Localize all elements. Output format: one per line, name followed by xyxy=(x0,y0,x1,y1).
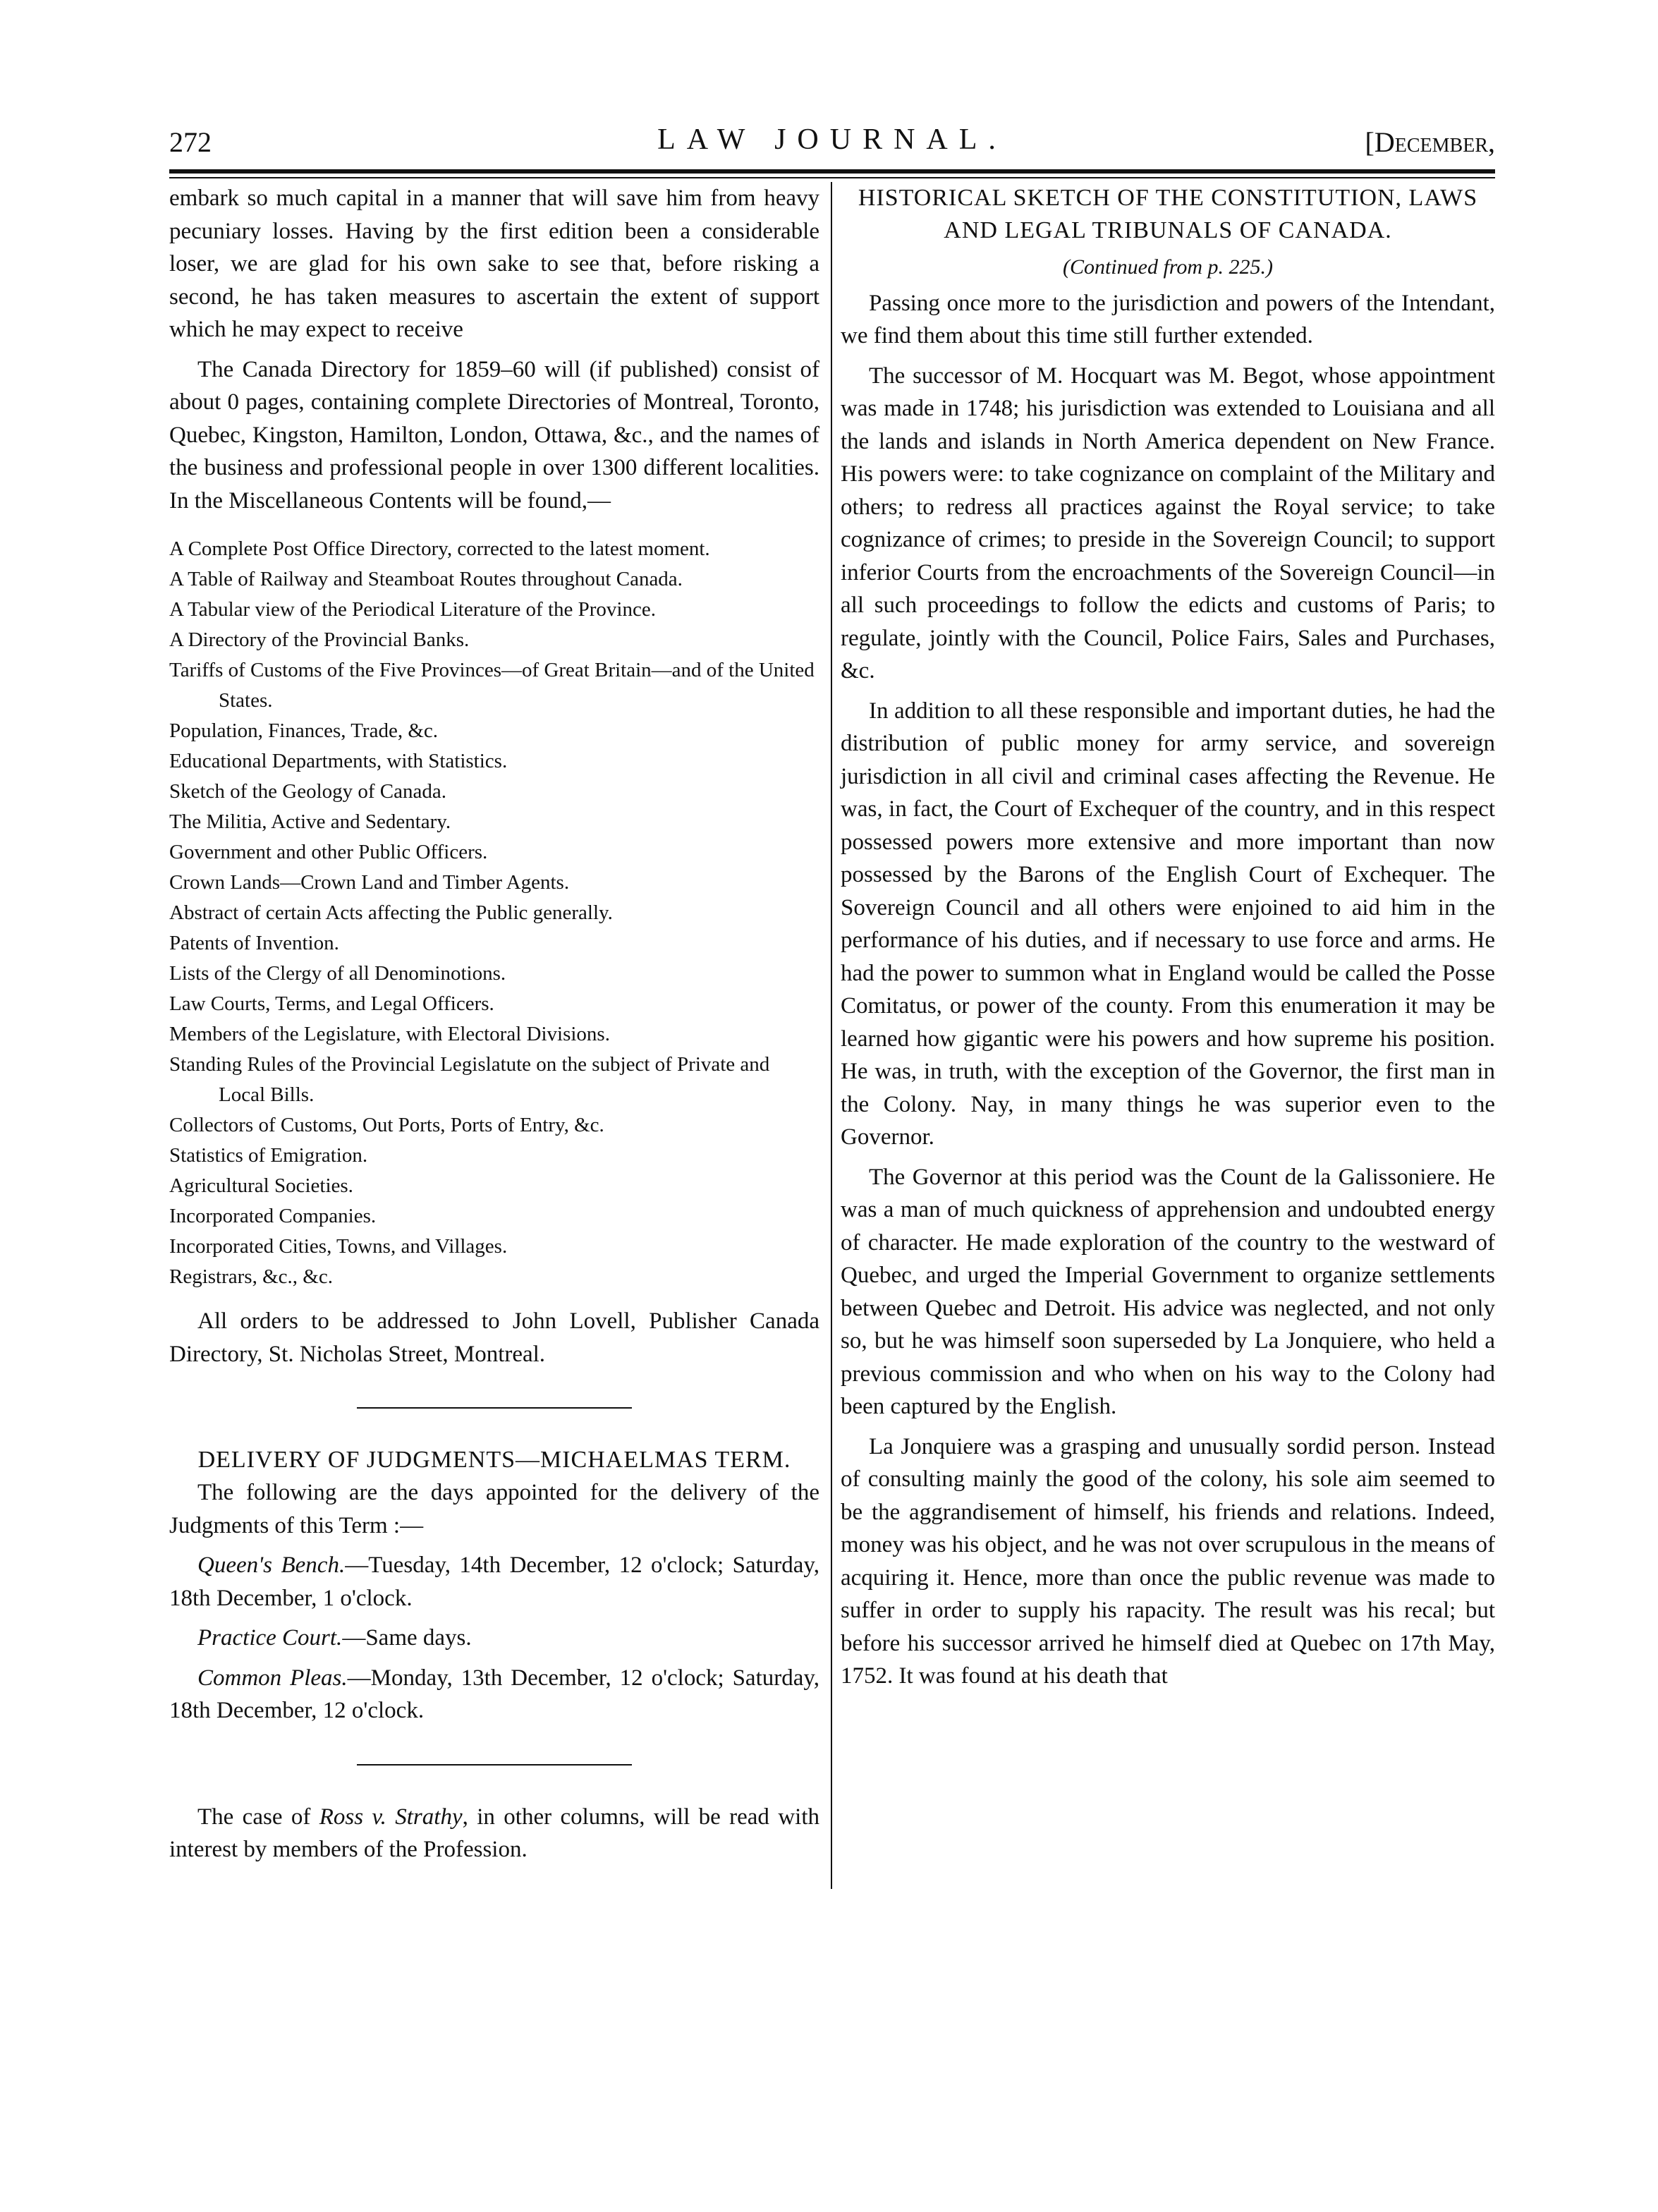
list-item: Patents of Invention. xyxy=(169,932,339,954)
article-paragraph-1: Passing once more to the jurisdiction and powers of the Intendant, we find them about this time still further extended. xyxy=(841,290,1495,348)
orders-paragraph: All orders to be addressed to John Lovell, Publisher Canada Directory, St. Nicholas Street, Montreal. xyxy=(169,1308,819,1367)
article-paragraph-3: In addition to all these responsible and important duties, he had the distribution of public money for army service, and sovereign jurisdiction in all civil and criminal cases affecting the Revenue. He was, in fact, the Court of Exchequer of the country, and in this respect possessed powers more extensive and more important than now possessed by the Barons of the English Court of Exchequer. The Sovereign Council and all others were enjoined to aid him in the performance of his duties, and if necessary to use force and arms. He had the power to summon what in England would be called the Posse Comitatus, or power of the county. From this enumeration it may be learned how gigantic were his powers and how supreme his position. He was, in truth, with the exception of the Governor, the first man in the Colony. Nay, in many things he was superior even to the Governor. xyxy=(841,698,1495,1150)
list-item: Crown Lands—Crown Land and Timber Agents. xyxy=(169,871,570,894)
list-item: Government and other Public Officers. xyxy=(169,841,488,863)
list-item: A Table of Railway and Steamboat Routes throughout Canada. xyxy=(169,568,683,590)
section-divider xyxy=(357,1764,632,1766)
list-item: Tariffs of Customs of the Five Provinces—of Great Britain—and of the United States. xyxy=(169,659,815,712)
left-column xyxy=(169,182,819,1866)
list-item: A Complete Post Office Directory, corrected to the latest moment. xyxy=(169,537,710,560)
list-item: A Tabular view of the Periodical Literature of the Province. xyxy=(169,598,656,621)
left-paragraph-1: embark so much capital in a manner that will save him from heavy pecuniary losses. Having by the first edition been a considerable loser, we are glad for his own sake to see that, before risking a second, he has taken measures to ascertain the extent of support which he may expect to receive xyxy=(169,186,819,342)
list-item: Statistics of Emigration. xyxy=(169,1144,368,1167)
case-note-text: The case of xyxy=(197,1804,319,1830)
case-name: Ross v. Strathy xyxy=(319,1804,463,1830)
section-divider xyxy=(357,1407,632,1409)
header-month: [December, xyxy=(1365,126,1495,158)
page-number: 272 xyxy=(169,126,212,158)
court-schedule: —Same days. xyxy=(342,1625,472,1651)
case-note xyxy=(169,1801,819,1866)
case-note-text: , in other columns, will be read with interest by members of the Profession. xyxy=(169,1804,819,1862)
court-name: Practice Court. xyxy=(197,1625,343,1651)
list-item: Sketch of the Geology of Canada. xyxy=(169,780,447,803)
directory-contents-list xyxy=(169,534,819,1292)
column-divider xyxy=(831,182,832,1889)
continued-note: (Continued from p. 225.) xyxy=(1062,255,1274,279)
header-rule-thin xyxy=(169,177,1495,178)
list-item: A Directory of the Provincial Banks. xyxy=(169,628,470,651)
list-item: The Militia, Active and Sedentary. xyxy=(169,810,451,833)
delivery-intro: The following are the days appointed for the delivery of the Judgments of this Term :— xyxy=(169,1480,819,1538)
list-item: Agricultural Societies. xyxy=(169,1174,353,1197)
list-item: Abstract of certain Acts affecting the Public generally. xyxy=(169,901,613,924)
list-item: Educational Departments, with Statistics. xyxy=(169,750,508,772)
running-header xyxy=(169,120,1495,162)
court-name: Common Pleas. xyxy=(197,1665,348,1691)
left-paragraph-2: The Canada Directory for 1859–60 will (if published) consist of about 0 pages, containing complete Directories of Montreal, Toronto, Quebec, Kingston, Hamilton, London, Ottawa, &c., and the names of the business and professional people in over 1300 different localities. In the Miscellaneous Contents will be found,— xyxy=(169,356,819,514)
list-item: Collectors of Customs, Out Ports, Ports of Entry, &c. xyxy=(169,1114,604,1136)
article-paragraph-2: The successor of M. Hocquart was M. Begot, whose appointment was made in 1748; his jurisdiction was extended to Louisiana and all the lands and islands in North America dependent on New France. His powers were: to take cognizance on complaint of the Military and others; to redress all practices against the Royal service; to take cognizance of crimes; to preside in the Sovereign Council; to support inferior Courts from the encroachments of the Sovereign Council—in all such proceedings to follow the edicts and customs of Paris; to regulate, jointly with the Council, Police Fairs, Sales and Purchases, &c. xyxy=(841,363,1495,683)
court-schedule: —Monday, 13th December, 12 o'clock; Saturday, 18th December, 12 o'clock. xyxy=(169,1665,819,1723)
right-column xyxy=(841,182,1495,1693)
queens-bench-entry xyxy=(169,1549,819,1615)
list-item: Incorporated Cities, Towns, and Villages. xyxy=(169,1235,508,1258)
article-paragraph-5: La Jonquiere was a grasping and unusually sordid person. Instead of consulting mainly the good of the colony, his sole aim seemed to be the aggrandisement of himself, his friends and relations. Indeed, money was his object, and he was not over scrupulous in the means of acquiring it. Hence, more than once the public revenue was made to suffer in order to supply his rapacity. The result was his recal; but before his successor arrived he himself died at Quebec on 17th May, 1752. It was found at his death that xyxy=(841,1433,1495,1689)
journal-title: LAW JOURNAL. xyxy=(657,123,1007,156)
list-item: Standing Rules of the Provincial Legislatute on the subject of Private and Local Bills. xyxy=(169,1053,770,1106)
article-paragraph-4: The Governor at this period was the Count de la Galissoniere. He was a man of much quickness of apprehension and undoubted energy of character. He made exploration of the country to the westward of Quebec, and urged the Imperial Government to organize settlements between Quebec and Detroit. His advice was neglected, and not only so, but he was himself soon superseded by La Jonquiere, who held a previous commission and who when on his way to the Colony had been captured by the English. xyxy=(841,1164,1495,1419)
header-rule-thick xyxy=(169,169,1495,174)
common-pleas-entry xyxy=(169,1662,819,1727)
list-item: Registrars, &c., &c. xyxy=(169,1265,333,1288)
list-item: Incorporated Companies. xyxy=(169,1205,377,1227)
court-schedule: —Tuesday, 14th December, 12 o'clock; Saturday, 18th December, 1 o'clock. xyxy=(169,1552,820,1611)
delivery-heading: DELIVERY OF JUDGMENTS—MICHAELMAS TERM. xyxy=(197,1447,791,1473)
list-item: Law Courts, Terms, and Legal Officers. xyxy=(169,992,494,1015)
list-item: Members of the Legislature, with Electoral Divisions. xyxy=(169,1023,610,1045)
list-item: Population, Finances, Trade, &c. xyxy=(169,719,439,742)
article-title-line-2: AND LEGAL TRIBUNALS OF CANADA. xyxy=(944,217,1392,243)
article-title-line-1: HISTORICAL SKETCH OF THE CONSTITUTION, LAWS xyxy=(858,185,1478,211)
court-name: Queen's Bench. xyxy=(197,1552,346,1578)
practice-court-entry xyxy=(169,1622,819,1655)
list-item: Lists of the Clergy of all Denominotions. xyxy=(169,962,506,985)
